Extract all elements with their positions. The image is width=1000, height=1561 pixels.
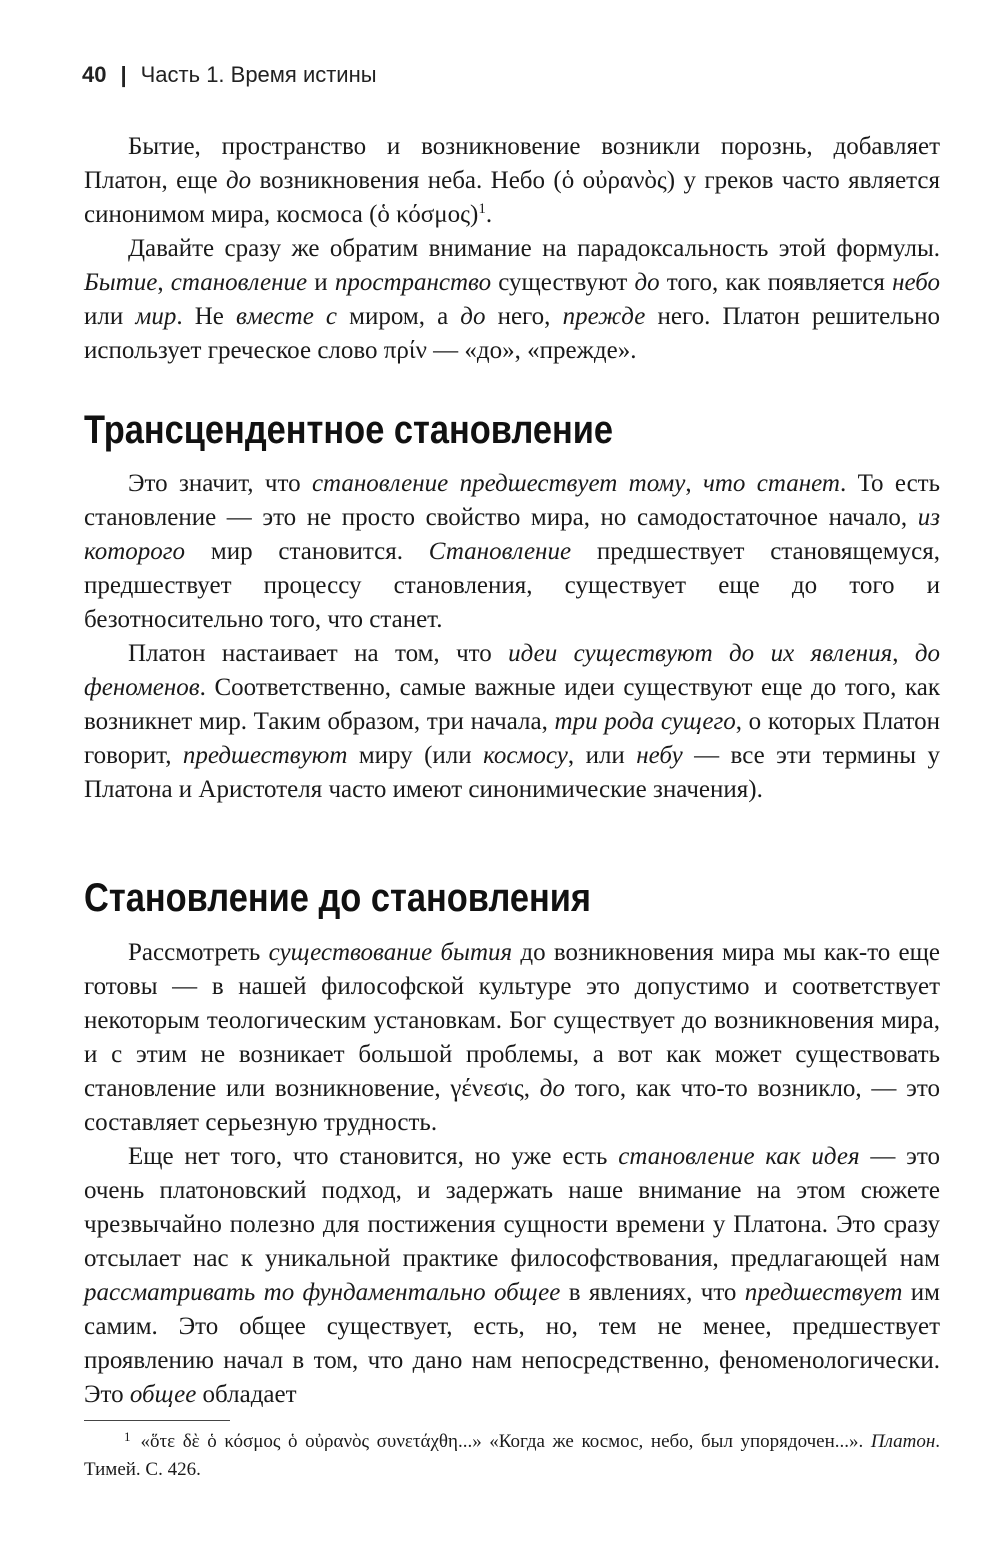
paragraph: Это значит, что становление предшествует тому, что станет. То есть становление — это не просто свойство мира, но самодостаточное начало, из которого мир становится. Становление предшествует становящемуся, предшествует процессу становления, существует еще до того и безотносительно того, что станет.: [84, 470, 940, 633]
section-heading-transcendent: Трансцендентное становление: [84, 408, 614, 452]
running-head-separator: |: [120, 62, 127, 87]
paragraph: Рассмотреть существование бытия до возникновения мира мы как-то еще готовы — в нашей философской культуре это допустимо и соответствует некоторым теологическим установкам. Бог существует до возникновения мира, и с этим не возникает большой проблемы, а вот как может существовать становление или возникновение, γένεσις, до того, как что-то возникло, — это составляет серьезную трудность.: [84, 939, 940, 1136]
paragraph: Бытие, пространство и возникновение возникли порознь, добавляет Платон, еще до возникновения неба. Небо (ὁ οὐρανὸς) у греков часто является синонимом мира, космоса (ὁ κόσμος)$^1$.: [84, 133, 940, 228]
running-head: [82, 62, 377, 88]
footnote-ref: 1: [478, 201, 486, 217]
text-block-intro: [84, 130, 940, 368]
running-head-section: Часть 1. Время истины: [140, 62, 377, 87]
paragraph: Платон настаивает на том, что идеи существуют до их явления, до феноменов. Соответственно, самые важные идеи существуют еще до того, как возникнет мир. Таким образом, три начала, три рода сущего, о которых Платон говорит, предшествуют миру (или космосу, или небу — все эти термины у Платона и Аристотеля часто имеют синонимические значения).: [84, 640, 940, 803]
paragraph: Давайте сразу же обратим внимание на парадоксальность этой формулы. Бытие, становление и пространство существуют до того, как появляется небо или мир. Не вместе с миром, а до него, прежде него. Платон решительно использует греческое слово πρίν — «до», «прежде».: [84, 235, 941, 364]
footnote-rule: [84, 1420, 230, 1421]
section-heading-becoming: Становление до становления: [84, 876, 591, 920]
text-block-transcendent: [84, 467, 940, 807]
page-number: 40: [82, 62, 107, 87]
paragraph: Еще нет того, что становится, но уже есть становление как идея — это очень платоновский подход, и задержать наше внимание на этом сюжете чрезвычайно полезно для постижения сущности времени у Платона. Это сразу отсылает нас к уникальной практике философствования, предлагающей нам рассматривать то фундаментально общее в явлениях, что предшествует им самим. Это общее существует, есть, но, тем не менее, предшествует проявлению начал в том, что дано нам непосредственно, феноменологически. Это общее обладает: [84, 1143, 940, 1408]
text-block-becoming: [84, 936, 940, 1412]
footnote: $^1$ «ὅτε δὲ ὁ κόσμος ὁ οὐρανὸς συνετάχθη...» «Когда же космос, небо, был упорядочен...». Платон. Тимей. С. 426.: [84, 1429, 940, 1480]
footnote-number: 1: [124, 1429, 131, 1444]
